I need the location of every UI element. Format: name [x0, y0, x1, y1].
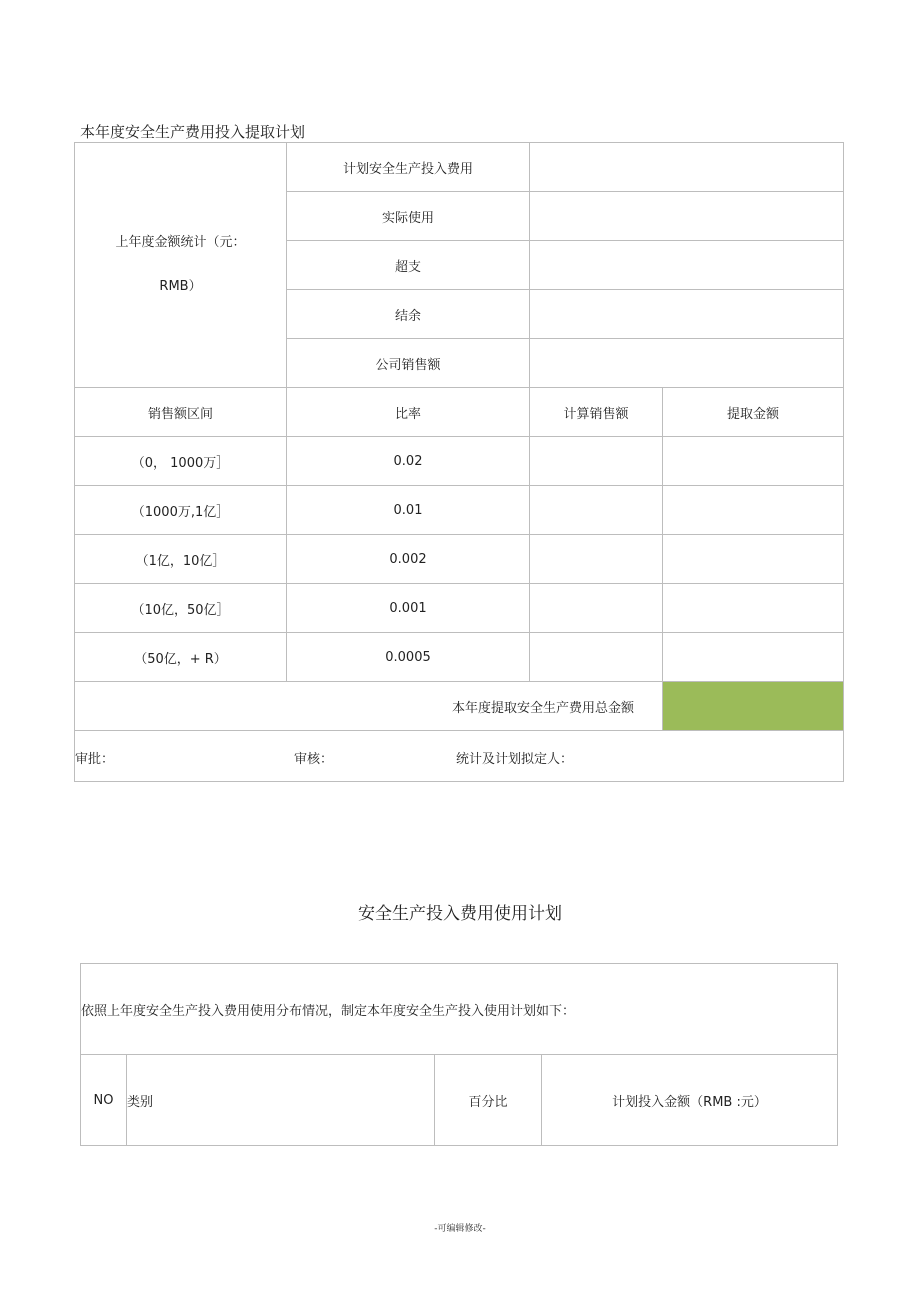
column-header: 销售额区间 [75, 388, 287, 437]
approve-label: 审批： [75, 752, 115, 767]
table-row [75, 633, 844, 682]
range-cell: （1000万,1亿］ [75, 486, 287, 535]
item-label: 计划安全生产投入费用 [287, 143, 530, 192]
header-row [81, 1055, 838, 1146]
header-row [75, 388, 844, 437]
amount-header: 计划投入金额（RMB :元） [542, 1055, 838, 1146]
last-year-label-cell [75, 143, 287, 388]
table-row [75, 584, 844, 633]
range-cell: （50亿，+ R） [75, 633, 287, 682]
table-row [75, 486, 844, 535]
extract-amount-cell[interactable] [663, 486, 844, 535]
value-cell[interactable] [530, 241, 844, 290]
last-year-label: 上年度金额统计（元： [115, 235, 246, 250]
rate-cell: 0.01 [287, 486, 530, 535]
range-cell: （0， 1000万］ [75, 437, 287, 486]
rate-cell: 0.001 [287, 584, 530, 633]
calc-sales-cell[interactable] [530, 437, 663, 486]
no-header: NO [81, 1055, 127, 1146]
table-row [75, 535, 844, 584]
calc-sales-cell[interactable] [530, 535, 663, 584]
column-header: 比率 [287, 388, 530, 437]
intro-text: 依照上年度安全生产投入费用使用分布情况，制定本年度安全生产投入使用计划如下： [81, 964, 838, 1055]
review-label: 审核： [294, 752, 334, 767]
usage-plan-table [80, 963, 838, 1146]
usage-plan-title: 安全生产投入费用使用计划 [358, 904, 562, 924]
category-header: 类别 [127, 1055, 435, 1146]
extract-amount-cell[interactable] [663, 633, 844, 682]
plan-title: 本年度安全生产费用投入提取计划 [80, 123, 306, 141]
extraction-plan-table [74, 142, 844, 782]
rate-cell: 0.02 [287, 437, 530, 486]
extract-amount-cell[interactable] [663, 535, 844, 584]
total-label: 本年度提取安全生产费用总金额 [75, 682, 663, 731]
rate-cell: 0.002 [287, 535, 530, 584]
footer-note: -可编辑修改- [434, 1224, 486, 1234]
calc-sales-cell[interactable] [530, 633, 663, 682]
value-cell[interactable] [530, 290, 844, 339]
signature-cell [75, 731, 844, 782]
extract-amount-cell[interactable] [663, 437, 844, 486]
column-header: 提取金额 [663, 388, 844, 437]
column-header: 计算销售额 [530, 388, 663, 437]
item-label: 超支 [287, 241, 530, 290]
range-cell: （1亿，10亿］ [75, 535, 287, 584]
total-row [75, 682, 844, 731]
item-label: 实际使用 [287, 192, 530, 241]
last-year-unit: RMB） [159, 279, 202, 294]
item-label: 结余 [287, 290, 530, 339]
percent-header: 百分比 [435, 1055, 542, 1146]
signature-row [75, 731, 844, 782]
table-row [75, 143, 844, 192]
value-cell[interactable] [530, 339, 844, 388]
calc-sales-cell[interactable] [530, 486, 663, 535]
value-cell[interactable] [530, 143, 844, 192]
range-cell: （10亿，50亿］ [75, 584, 287, 633]
preparer-label: 统计及计划拟定人： [456, 752, 574, 767]
table-row [75, 437, 844, 486]
calc-sales-cell[interactable] [530, 584, 663, 633]
total-amount-cell[interactable] [663, 682, 844, 731]
rate-cell: 0.0005 [287, 633, 530, 682]
intro-row [81, 964, 838, 1055]
value-cell[interactable] [530, 192, 844, 241]
item-label: 公司销售额 [287, 339, 530, 388]
extract-amount-cell[interactable] [663, 584, 844, 633]
